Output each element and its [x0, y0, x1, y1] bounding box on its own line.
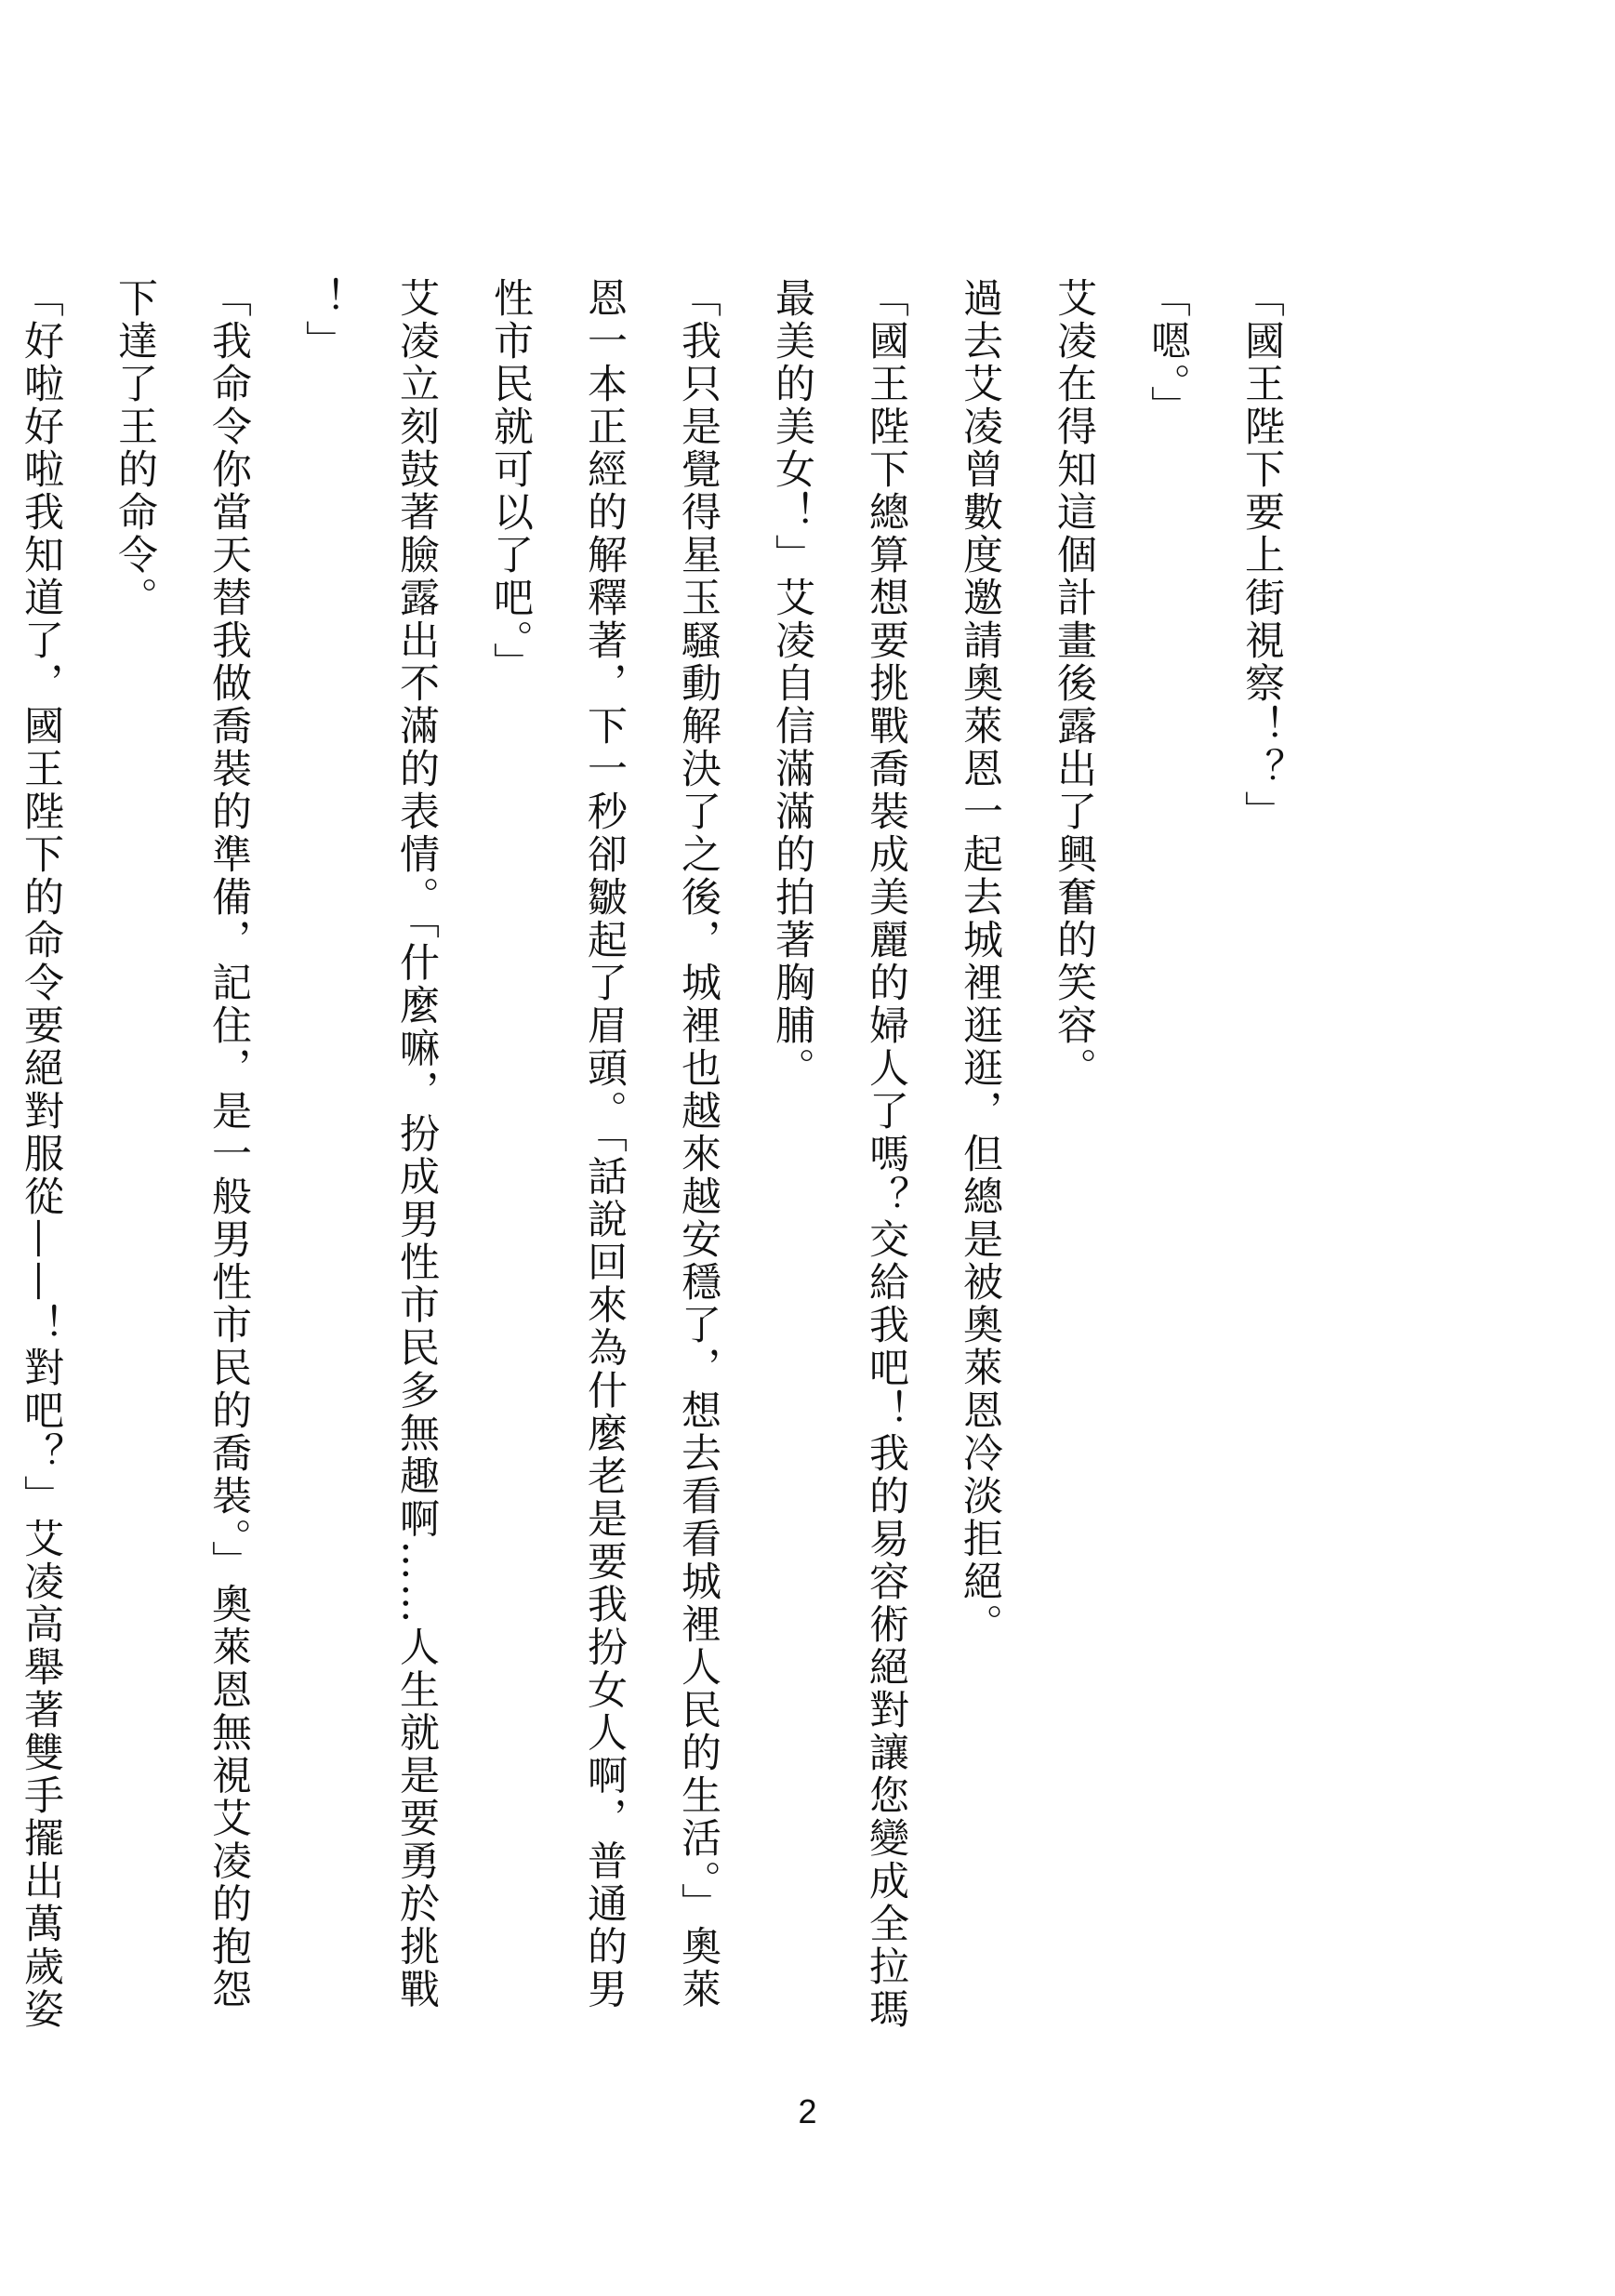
paragraph: 艾凌在得知這個計畫後露出了興奮的笑容。	[1051, 277, 1097, 1090]
paragraph: 過去艾凌曾數度邀請奧萊恩一起去城裡逛逛，但總是被奧萊恩冷淡拒絕。	[957, 277, 1003, 1646]
paragraph: 「嗯。」	[1145, 277, 1191, 429]
paragraph: 「我命令你當天替我做喬裝的準備，記住，是一般男性市民的喬裝。」奧萊恩無視艾凌的抱怨下達了王的命令。	[112, 277, 252, 2011]
paragraph: 「好啦好啦我知道了，國王陛下的命令要絕對服從——！對吧？」艾凌高舉著雙手擺出萬歲姿	[18, 277, 64, 2031]
page-number: 2	[798, 2092, 817, 2130]
vertical-text-body	[0, 277, 1308, 2044]
paragraph: 「國王陛下要上街視察！？」	[1238, 277, 1285, 833]
paragraph: 艾凌立刻鼓著臉露出不滿的表情。「什麼嘛，扮成男性市民多無趣啊……人生就是要勇於挑戰！」	[299, 277, 440, 2011]
paragraph: 「我只是覺得星玉騷動解決了之後，城裡也越來越安穩了，想去看看城裡人民的生活。」奧萊恩一本正經的解釋著，下一秒卻皺起了眉頭。「話說回來為什麼老是要我扮女人啊，普通的男性市民就可以了吧。」	[487, 277, 721, 2011]
paragraph: 「國王陛下總算想要挑戰喬裝成美麗的婦人了嗎？交給我吧！我的易容術絕對讓您變成全拉瑪最美的美女！」艾凌自信滿滿的拍著胸脯。	[769, 277, 909, 2031]
